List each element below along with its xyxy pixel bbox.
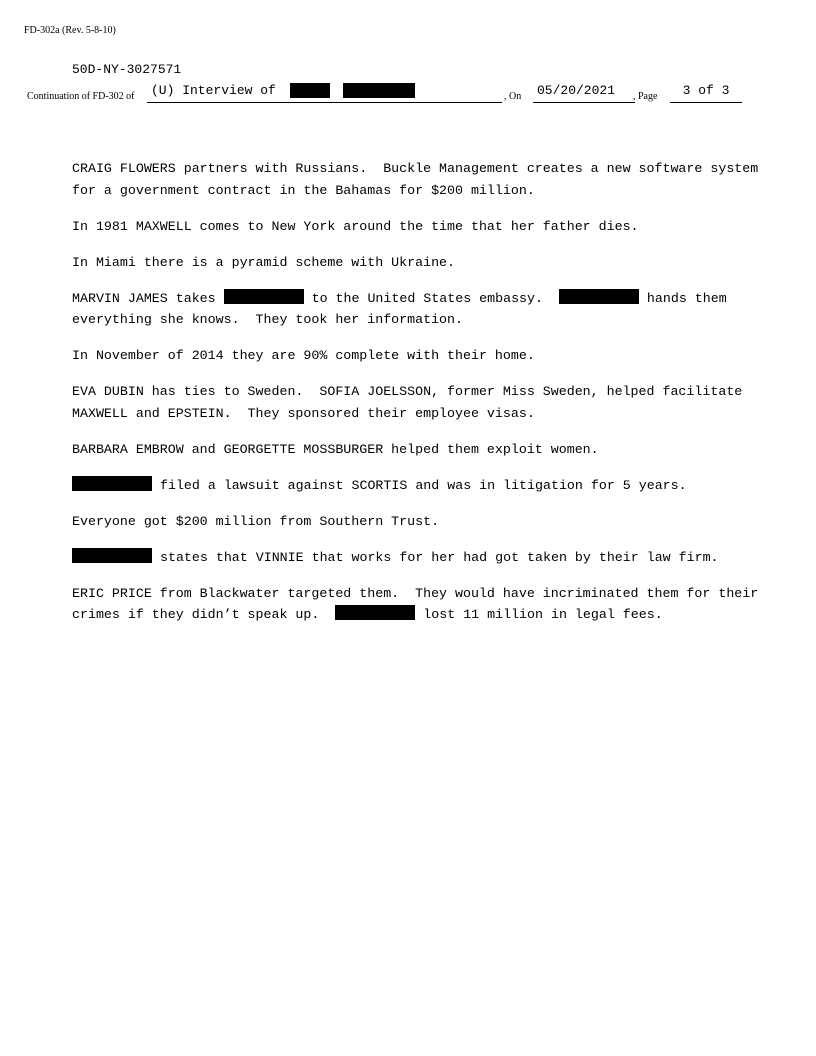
paragraph	[72, 475, 762, 497]
redaction-box	[335, 605, 415, 620]
paragraph-text: to the United States embassy.	[303, 290, 559, 306]
paragraph-text: In 1981 MAXWELL comes to New York around the time that her father dies.	[72, 218, 639, 234]
paragraph-text: CRAIG FLOWERS partners with Russians. Buckle Management creates a new software system for a government contract in the Bahamas for $200 million.	[72, 161, 767, 198]
page-label: , Page	[633, 91, 658, 102]
redaction-box	[72, 476, 152, 491]
paragraph-text: ERIC PRICE from Blackwater targeted them. They would have incriminated them for their crimes if they didn’t speak up.	[72, 585, 767, 622]
on-label: , On	[504, 91, 522, 102]
continuation-row	[27, 83, 807, 105]
paragraph-text: hands them everything she knows. They took her information.	[72, 290, 735, 327]
redaction-box	[559, 289, 639, 304]
paragraph	[72, 511, 762, 533]
subject-field	[147, 82, 502, 103]
paragraph	[72, 381, 762, 424]
paragraph-text: In November of 2014 they are 90% complete with their home.	[72, 348, 535, 363]
paragraph	[72, 583, 767, 626]
paragraph	[72, 345, 762, 367]
paragraph	[72, 547, 762, 569]
paragraph	[72, 252, 762, 274]
paragraph	[72, 158, 767, 201]
redaction-box	[343, 83, 415, 98]
subject-text: (U) Interview of	[151, 83, 276, 98]
redaction-box	[72, 548, 152, 563]
document-body	[72, 158, 767, 640]
paragraph-text: lost 11 million in legal fees.	[415, 607, 663, 622]
paragraph-text: filed a lawsuit against SCORTIS and was in litigation for 5 years.	[152, 477, 687, 493]
redaction-box	[290, 83, 330, 98]
paragraph	[72, 288, 762, 331]
paragraph	[72, 216, 762, 238]
page-field: 3 of 3	[670, 82, 742, 103]
paragraph-text: Everyone got $200 million from Southern Trust.	[72, 513, 440, 529]
paragraph-text: In Miami there is a pyramid scheme with Ukraine.	[72, 254, 456, 270]
form-id: FD-302a (Rev. 5-8-10)	[24, 25, 116, 36]
paragraph-text: states that VINNIE that works for her had got taken by their law firm.	[152, 549, 719, 565]
date-field: 05/20/2021	[533, 82, 635, 103]
continuation-label: Continuation of FD-302 of	[27, 91, 135, 102]
redaction-box	[224, 289, 304, 304]
paragraph-text: EVA DUBIN has ties to Sweden. SOFIA JOELSSON, former Miss Sweden, helped facilitate MAXWELL and EPSTEIN. They sponsored their employee visas.	[72, 384, 751, 421]
paragraph-text: MARVIN JAMES takes	[72, 290, 224, 306]
paragraph	[72, 439, 762, 461]
paragraph-text: BARBARA EMBROW and GEORGETTE MOSSBURGER helped them exploit women.	[72, 441, 599, 457]
file-number: 50D-NY-3027571	[72, 62, 182, 77]
